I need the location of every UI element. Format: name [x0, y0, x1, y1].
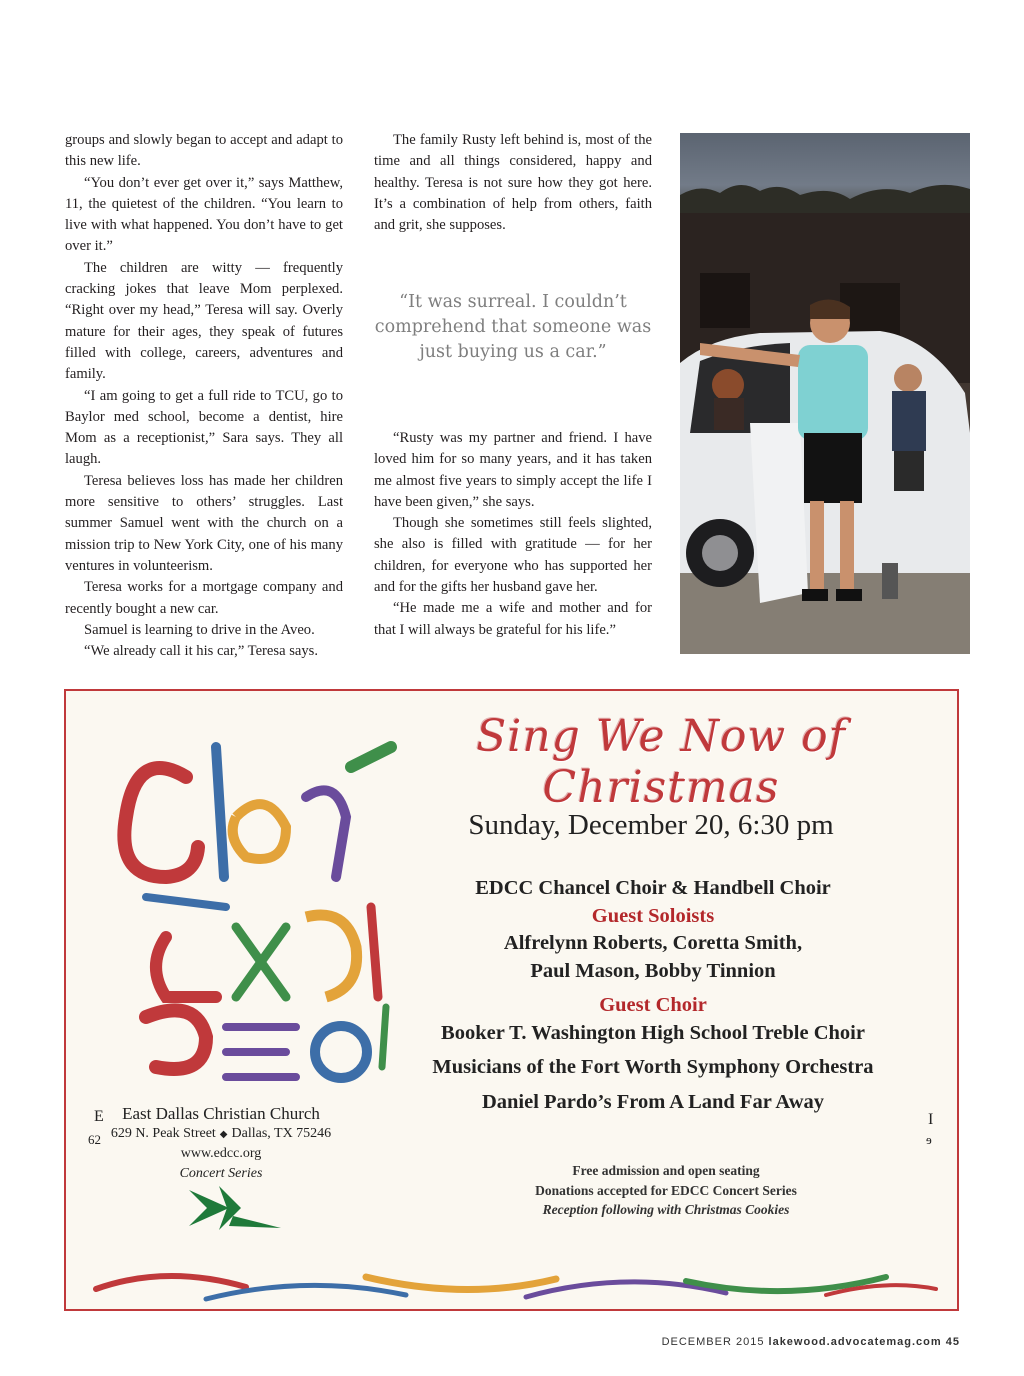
diamond-icon: ◆	[219, 1128, 228, 1140]
article-column-2-continued	[374, 428, 652, 641]
paragraph: groups and slowly began to accept and adapt to this new life.	[65, 132, 343, 170]
admission-info	[466, 1161, 866, 1220]
concert-series: Concert Series	[179, 1165, 263, 1181]
edge-fragment: ɘ	[926, 1132, 932, 1147]
paragraph: “He made me a wife and mother and for that I will always be grateful for his life.”	[374, 600, 652, 638]
church-logo-icon	[189, 1186, 281, 1230]
paragraph: “We already call it his car,” Teresa says.	[84, 643, 318, 660]
donations-line: Donations accepted for EDCC Concert Series	[535, 1182, 797, 1198]
admission-line: Free admission and open seating	[572, 1163, 760, 1178]
program-lines	[366, 875, 940, 1116]
article-column-1	[65, 130, 343, 662]
ad-title: Sing We Now of Christmas	[476, 711, 846, 813]
paragraph: “Rusty was my partner and friend. I have loved him for so many years, and it has taken me almost five years to simply accept the life I have been given,” she says.	[374, 430, 652, 510]
footer-site: lakewood.advocatemag.com	[768, 1336, 942, 1348]
paragraph: Though she sometimes still feels slighted, she also is filled with gratitude — for her children, for everyone who has supported her and for the gifts her husband gave her.	[374, 515, 652, 596]
paragraph: The children are witty — frequently cracking jokes that leave Mom perplexed. “Right over my head,” Teresa will say. Overly mature for their ages, they speak of futures filled with college, careers, adventures and family.	[65, 259, 343, 383]
edge-fragment: 62	[88, 1132, 101, 1147]
church-address: 629 N. Peak Street ◆ Dallas, TX 75246	[110, 1125, 332, 1141]
gloria-calligraphy-art	[106, 707, 406, 1097]
paragraph: Samuel is learning to drive in the Aveo.	[84, 621, 315, 638]
daniel-pardo-line: Daniel Pardo’s From A Land Far Away	[481, 1090, 825, 1113]
decorative-brush-strokes	[86, 1259, 946, 1307]
reception-line: Reception following with Christmas Cookies	[542, 1202, 790, 1217]
edge-fragment: E	[94, 1108, 104, 1125]
paragraph: Teresa works for a mortgage company and recently bought a new car.	[65, 579, 343, 617]
musicians-line: Musicians of the Fort Worth Symphony Orchestra	[432, 1056, 874, 1078]
paragraph: Teresa believes loss has made her children more sensitive to others’ struggles. Last summer Samuel went with the church on a mission trip to New York City, one of his many ventures in volunteerism.	[65, 472, 343, 574]
church-name: East Dallas Christian Church	[122, 1104, 320, 1123]
guest-choir-name: Booker T. Washington High School Treble Choir	[441, 1021, 865, 1044]
page-footer	[662, 1336, 960, 1348]
article-column-2	[374, 130, 652, 236]
paragraph: “I am going to get a full ride to TCU, go to Baylor med school, become a dentist, hire Mom as a receptionist,” Sara says. They all laugh.	[65, 387, 343, 468]
paragraph: The family Rusty left behind is, most of the time and all things considered, happy and healthy. Teresa is not sure how they got here. It’s a combination of help from others, faith and grit, she supposes.	[374, 132, 652, 234]
edge-fragment: I	[928, 1111, 934, 1128]
page-number: 45	[945, 1336, 960, 1348]
church-website: www.edcc.org	[180, 1146, 262, 1161]
church-info	[106, 1104, 336, 1183]
soloists-line: Alfrelynn Roberts, Coretta Smith,	[503, 932, 803, 954]
footer-month: DECEMBER 2015	[661, 1336, 765, 1348]
guest-soloists-label: Guest Soloists	[591, 904, 715, 927]
pull-quote: “It was surreal. I couldn’t comprehend that someone was just buying us a car.”	[374, 292, 652, 362]
soloists-line: Paul Mason, Bobby Tinnion	[530, 959, 776, 982]
concert-advertisement	[64, 689, 959, 1311]
event-date: Sunday, December 20, 6:30 pm	[468, 809, 834, 841]
paragraph: “You don’t ever get over it,” says Matthew, 11, the quietest of the children. “You learn to live with what happened. You don’t have to get over it.”	[65, 174, 343, 255]
family-car-photo	[680, 133, 970, 654]
choir-line: EDCC Chancel Choir & Handbell Choir	[475, 877, 831, 899]
guest-choir-label: Guest Choir	[599, 994, 707, 1016]
